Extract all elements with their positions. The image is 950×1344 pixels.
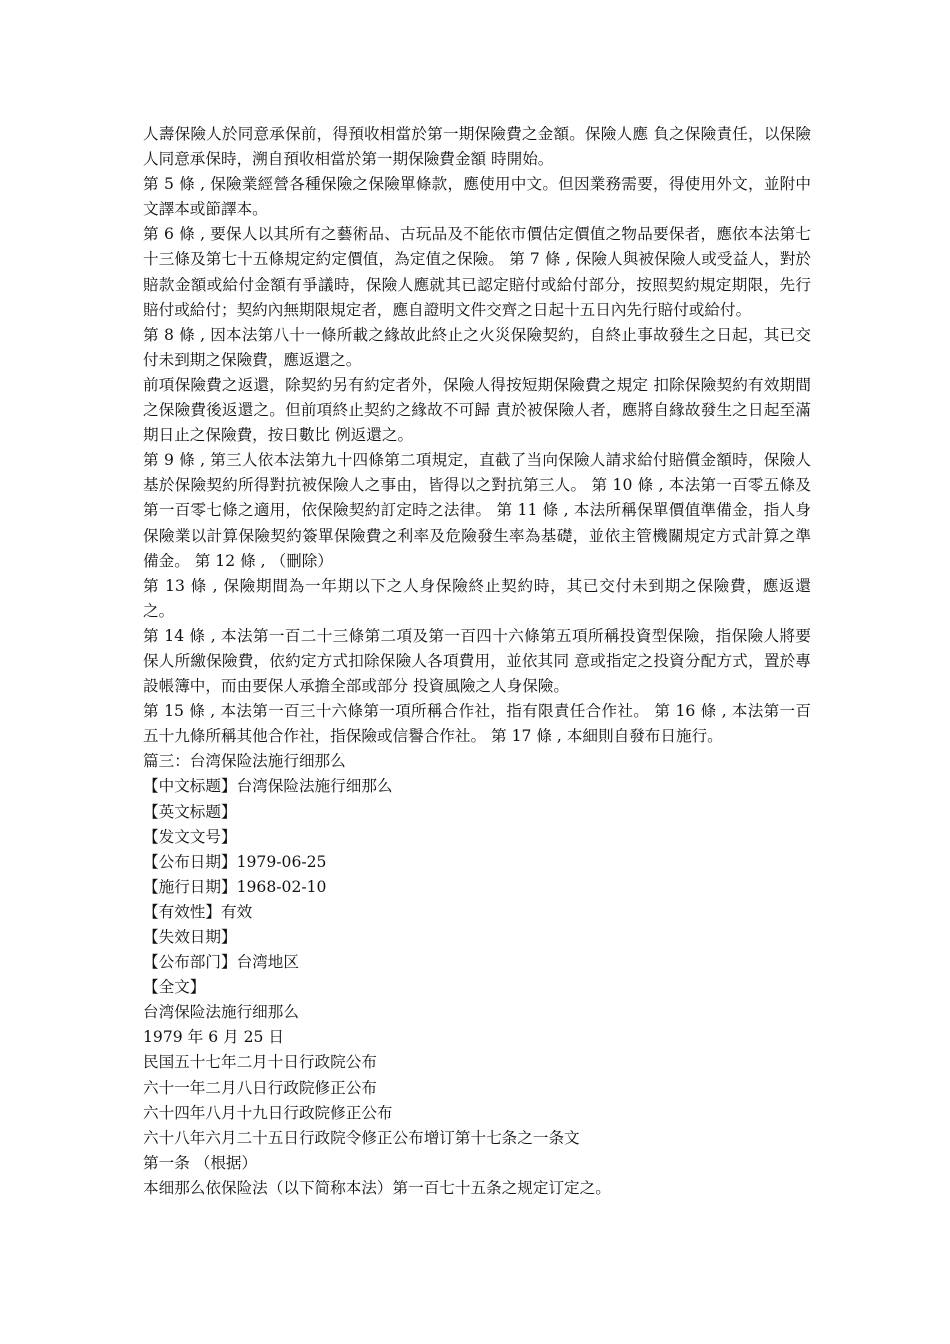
document-page [143,122,811,1201]
meta-publish-date: 【公布日期】1979-06-25 [143,852,327,871]
article-1-heading: 第一条 （根据） [143,1153,258,1172]
paragraph-article-6-7: 第 6 條 , 要保人以其所有之藝術品、古玩品及不能依市價估定價值之物品要保者，應依本法第七十三條及第七十五條規定約定價值，為定值之保險。 第 7 條 , 保險人與被保險人或受益人，對於賠款金額或給付金額有爭議時，保險人應就其已認定賠付或給付部分，按照契約規定期限，先行賠付或給付；契約內無期限規定者，應自證明文件交齊之日起十五日內先行賠付或給付。 [143,225,811,319]
law-date: 1979 年 6 月 25 日 [143,1028,285,1047]
meta-full-text: 【全文】 [143,978,206,997]
history-line-2: 六十一年二月八日行政院修正公布 [143,1078,377,1097]
paragraph-article-8: 第 8 條 , 因本法第八十一條所載之緣故此終止之火災保險契約，自終止事故發生之日起，其已交付未到期之保險費，應返還之。 [143,325,811,369]
article-1-text: 本细那么依保险法（以下简称本法）第一百七十五条之规定订定之。 [143,1178,611,1197]
meta-validity: 【有效性】有效 [143,902,253,921]
history-line-1: 民国五十七年二月十日行政院公布 [143,1053,377,1072]
meta-expiry-date: 【失效日期】 [143,928,237,946]
law-title: 台湾保险法施行细那么 [143,1003,299,1022]
paragraph-article-5: 第 5 條 , 保險業經營各種保險之保險單條款，應使用中文。但因業務需要，得使用外文，並附中文譯本或節譯本。 [143,175,811,219]
paragraph-prepayment: 人壽保險人於同意承保前，得預收相當於第一期保險費之金額。保險人應 負之保險責任，以保險人同意承保時，溯自預收相當於第一期保險費金額 時開始。 [143,125,811,169]
paragraph-article-15-17: 第 15 條 , 本法第一百三十六條第一項所稱合作社，指有限責任合作社。 第 16 條 , 本法第一百五十九條所稱其他合作社，指保險或信譽合作社。 第 17 條 , 本細則自發布日施行。 [143,702,811,746]
paragraph-article-13: 第 13 條 , 保險期間為一年期以下之人身保險終止契約時，其已交付未到期之保險費，應返還之。 [143,576,811,620]
paragraph-article-9-12: 第 9 條 , 第三人依本法第九十四條第二項規定，直截了当向保險人請求給付賠償金額時，保險人基於保險契約所得對抗被保險人之事由，皆得以之對抗第三人。 第 10 條 , 本法第一百零五條及第一百零七條之適用，依保險契約訂定時之法律。 第 11 條 , 本法所稱保單價值準備金，指人身保險業以計算保險契約簽單保險費之利率及危險發生率為基礎，並依主管機關規定方式計算之準備金。 第 12 條 , （刪除） [143,451,811,570]
section-heading: 篇三：台湾保险法施行细那么 [143,752,346,771]
meta-english-title: 【英文标题】 [143,802,237,821]
history-line-3: 六十四年八月十九日行政院修正公布 [143,1103,393,1122]
meta-document-number: 【发文文号】 [143,827,237,846]
meta-department: 【公布部门】台湾地区 [143,953,299,972]
paragraph-refund: 前項保險費之返還，除契約另有約定者外，保險人得按短期保險費之規定 扣除保險契約有效期間之保險費後返還之。但前項終止契約之緣故不可歸 責於被保險人者，應將自緣故發生之日起至滿期日止之保險費，按日數比 例返還之。 [143,375,811,445]
meta-chinese-title: 【中文标题】台湾保险法施行细那么 [143,777,393,796]
history-line-4: 六十八年六月二十五日行政院令修正公布增订第十七条之一条文 [143,1128,580,1147]
paragraph-article-14: 第 14 條 , 本法第一百二十三條第二項及第一百四十六條第五項所稱投資型保險，指保險人將要保人所繳保險費，依約定方式扣除保險人各項費用，並依其同 意或指定之投資分配方式，置於專設帳簿中，而由要保人承擔全部或部分 投資風險之人身保險。 [143,626,811,696]
meta-effective-date: 【施行日期】1968-02-10 [143,877,327,896]
